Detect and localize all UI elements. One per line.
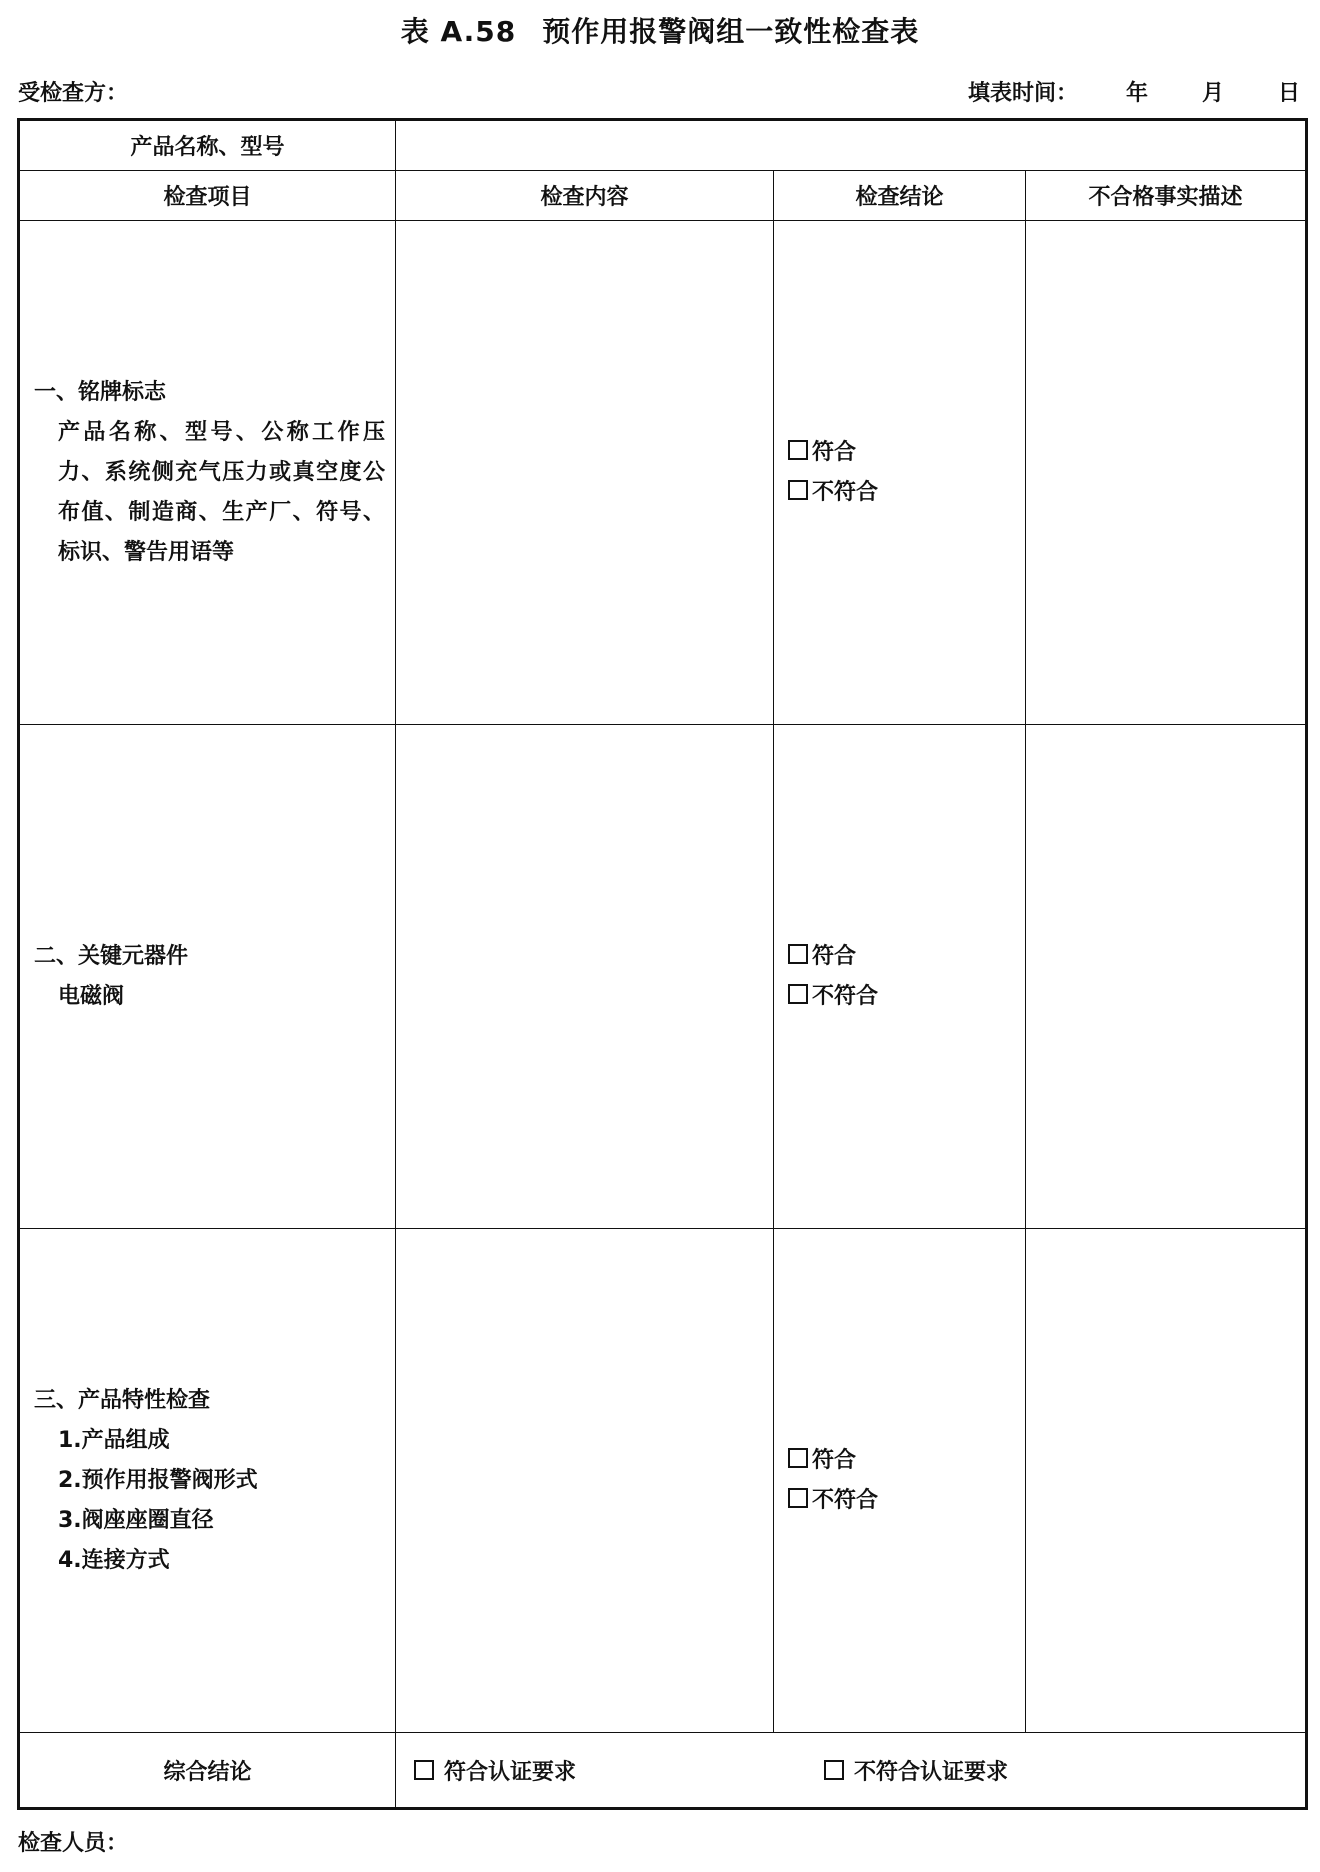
- check-option-label: 符合: [812, 439, 857, 465]
- column-header: 不合格事实描述: [1026, 171, 1307, 221]
- checkbox-icon[interactable]: [788, 480, 808, 500]
- check-option-label: 不符合: [812, 479, 879, 505]
- nonconformity-description-cell[interactable]: [1026, 1229, 1307, 1733]
- inspector: [18, 1826, 128, 1857]
- product-label: 产品名称、型号: [19, 120, 396, 171]
- inspection-item: [19, 221, 396, 725]
- conclusion-row: [19, 1733, 1307, 1809]
- table-row: [19, 221, 1307, 725]
- item-body: 电磁阀: [58, 983, 125, 1009]
- inspected-party: [18, 76, 128, 107]
- check-option-label: 不符合: [812, 983, 879, 1009]
- checkbox-icon[interactable]: [788, 440, 808, 460]
- check-option-label: 不符合: [812, 1487, 879, 1513]
- nonconformity-description-cell[interactable]: [1026, 221, 1307, 725]
- inspection-result-cell: [774, 221, 1026, 725]
- nonconformity-description-cell[interactable]: [1026, 725, 1307, 1229]
- item-body: 产品名称、型号、公称工作压力、系统侧充气压力或真空度公布值、制造商、生产厂、符号、标识、警告用语等: [58, 419, 385, 565]
- inspection-content-cell[interactable]: [396, 725, 774, 1229]
- checkbox-icon[interactable]: [788, 984, 808, 1004]
- inspection-content-cell[interactable]: [396, 221, 774, 725]
- item-sub: 2.预作用报警阀形式: [58, 1467, 258, 1493]
- product-field[interactable]: [396, 120, 1307, 171]
- page-title: [0, 10, 1320, 50]
- item-heading: 三、产品特性检查: [34, 1387, 211, 1413]
- conclusion-label: 综合结论: [19, 1733, 396, 1809]
- day-label: 日: [1277, 81, 1300, 106]
- inspection-table: [17, 118, 1308, 1810]
- column-header: 检查结论: [774, 171, 1026, 221]
- column-header: 检查内容: [396, 171, 774, 221]
- checkbox-icon[interactable]: [788, 944, 808, 964]
- conclusion-option-label: 符合认证要求: [444, 1759, 577, 1785]
- inspection-result-cell: [774, 1229, 1026, 1733]
- checkbox-icon[interactable]: [788, 1448, 808, 1468]
- month-label: 月: [1201, 81, 1224, 106]
- check-option-conform[interactable]: [788, 1441, 1025, 1481]
- inspected-party-label: 受检查方：: [18, 81, 129, 106]
- inspection-content-cell[interactable]: [396, 1229, 774, 1733]
- item-sub: 3.阀座座圈直径: [58, 1507, 214, 1533]
- product-row: [19, 120, 1307, 171]
- column-header-row: [19, 171, 1307, 221]
- table-title: 预作用报警阀组一致性检查表: [542, 15, 920, 48]
- check-option-label: 符合: [812, 1447, 857, 1473]
- conclusion-options: [396, 1733, 1307, 1809]
- check-option-nonconform[interactable]: [788, 473, 1025, 513]
- checkbox-icon[interactable]: [414, 1760, 434, 1780]
- item-sub: 4.连接方式: [58, 1547, 170, 1573]
- item-heading: 二、关键元器件: [34, 943, 189, 969]
- checkbox-icon[interactable]: [824, 1760, 844, 1780]
- fill-date: [968, 76, 1300, 107]
- check-option-nonconform[interactable]: [788, 1481, 1025, 1521]
- inspection-item: [19, 725, 396, 1229]
- item-heading: 一、铭牌标志: [34, 379, 167, 405]
- column-header: 检查项目: [19, 171, 396, 221]
- fill-date-label: 填表时间：: [967, 81, 1078, 106]
- inspection-item: [19, 1229, 396, 1733]
- check-option-nonconform[interactable]: [788, 977, 1025, 1017]
- inspection-result-cell: [774, 725, 1026, 1229]
- table-row: [19, 1229, 1307, 1733]
- item-sub: 1.产品组成: [58, 1427, 170, 1453]
- table-row: [19, 725, 1307, 1229]
- inspector-label: 检查人员：: [18, 1831, 129, 1856]
- check-option-conform[interactable]: [788, 433, 1025, 473]
- year-label: 年: [1125, 81, 1148, 106]
- table-number: 表 A.58: [400, 15, 517, 48]
- conclusion-option-nonconform[interactable]: [824, 1755, 1008, 1786]
- checkbox-icon[interactable]: [788, 1488, 808, 1508]
- conclusion-option-conform[interactable]: [414, 1755, 824, 1786]
- conclusion-option-label: 不符合认证要求: [854, 1759, 1009, 1785]
- check-option-label: 符合: [812, 943, 857, 969]
- check-option-conform[interactable]: [788, 937, 1025, 977]
